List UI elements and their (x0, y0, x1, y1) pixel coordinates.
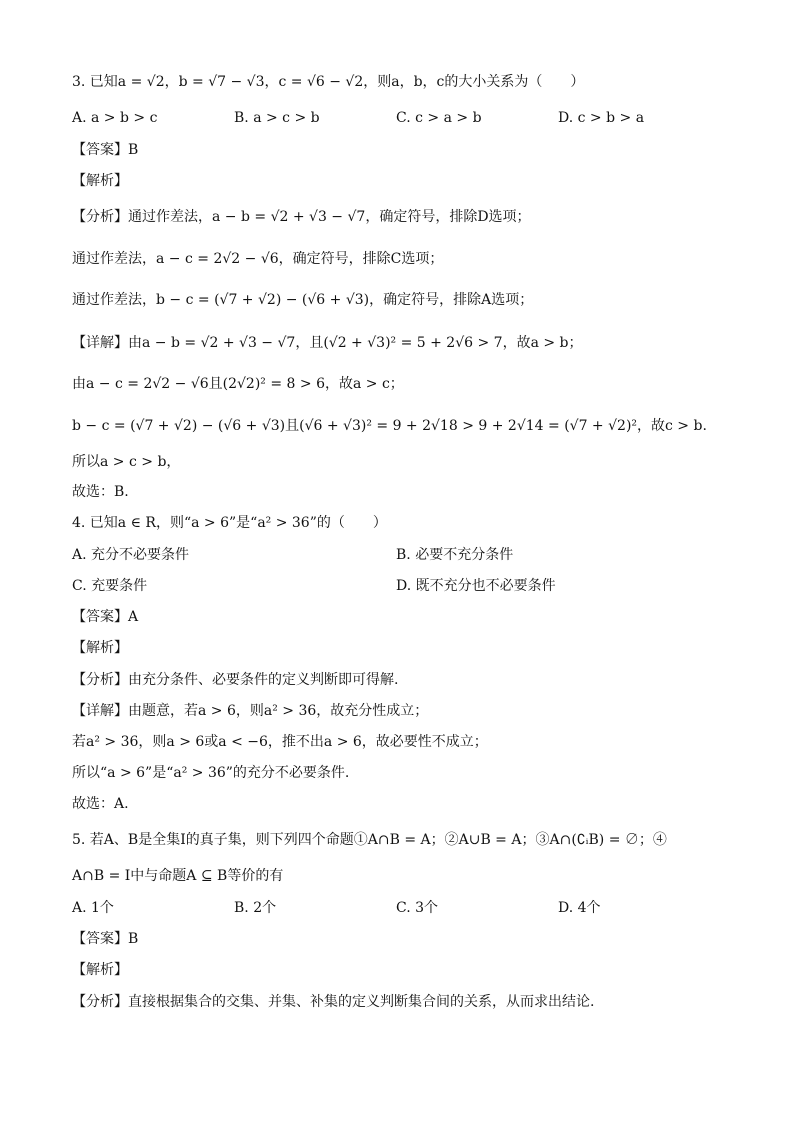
q3-detail-line: 所以a > c > b， (72, 454, 181, 470)
q3-conclusion: 故选：B. (72, 484, 129, 500)
q4-analysis-title: 【解析】 (72, 640, 128, 656)
q4-detail-line: 【详解】由题意，若a > 6，则a² > 36，故充分性成立； (72, 703, 429, 719)
q5-answer: 【答案】B (72, 931, 139, 947)
q3-analysis-line: 通过作差法，b − c = (√7 + √2) − (√6 + √3)，确定符号，排除A选项； (72, 292, 534, 308)
q4-options-row-1 (72, 545, 732, 565)
q5-options (72, 898, 732, 918)
q4-detail-line: 若a² > 36，则a > 6或a < −6，推不出a > 6，故必要性不成立； (72, 734, 488, 750)
q3-detail-line: 【详解】由a − b = √2 + √3 − √7，且(√2 + √3)² = 5 + 2√6 > 7，故a > b； (72, 335, 583, 351)
q3-option-b: B. a > c > b (234, 110, 320, 126)
q5-option-a: A. 1个 (72, 900, 114, 916)
q3-detail-line: 由a − c = 2√2 − √6且(2√2)² = 8 > 6，故a > c； (72, 376, 404, 392)
q4-option-c: C. 充要条件 (72, 578, 148, 594)
q5-option-b: B. 2个 (234, 900, 277, 916)
q5-option-d: D. 4个 (558, 900, 601, 916)
q4-detail-line: 所以“a > 6”是“a² > 36”的充分不必要条件. (72, 765, 350, 781)
q3-answer: 【答案】B (72, 142, 139, 158)
q4-answer: 【答案】A (72, 609, 139, 625)
q4-option-d: D. 既不充分也不必要条件 (396, 578, 556, 594)
q3-option-c: C. c > a > b (396, 110, 482, 126)
q5-option-c: C. 3个 (396, 900, 439, 916)
q4-options-row-2 (72, 576, 732, 596)
q3-stem: 3. 已知a = √2，b = √7 − √3，c = √6 − √2，则a，b，c的大小关系为（ ） (72, 74, 585, 90)
q4-conclusion: 故选：A. (72, 796, 129, 812)
q3-option-d: D. c > b > a (558, 110, 645, 126)
q5-stem-line-2: A∩B = I中与命题A ⊆ B等价的有 (72, 868, 284, 884)
q3-analysis-line: 通过作差法，a − c = 2√2 − √6，确定符号，排除C选项； (72, 251, 444, 267)
q3-analysis-title: 【解析】 (72, 173, 128, 189)
q5-stem-line-1: 5. 若A、B是全集I的真子集，则下列四个命题①A∩B = A；②A∪B = A；③A∩(∁ᵢB) = ∅；④ (72, 832, 667, 848)
q5-analysis-title: 【解析】 (72, 962, 128, 978)
q3-option-a: A. a > b > c (72, 110, 158, 126)
q3-options (72, 108, 732, 128)
q4-analysis-line: 【分析】由充分条件、必要条件的定义判断即可得解. (72, 672, 399, 688)
q4-option-a: A. 充分不必要条件 (72, 547, 190, 563)
q5-analysis-line: 【分析】直接根据集合的交集、并集、补集的定义判断集合间的关系，从而求出结论. (72, 994, 595, 1010)
q3-detail-line: b − c = (√7 + √2) − (√6 + √3)且(√6 + √3)² = 9 + 2√18 > 9 + 2√14 = (√7 + √2)²，故c > b. (72, 418, 707, 434)
q4-stem: 4. 已知a ∈ R，则“a > 6”是“a² > 36”的（ ） (72, 515, 387, 531)
q4-option-b: B. 必要不充分条件 (396, 547, 514, 563)
q3-analysis-line: 【分析】通过作差法，a − b = √2 + √3 − √7，确定符号，排除D选项； (72, 209, 531, 225)
